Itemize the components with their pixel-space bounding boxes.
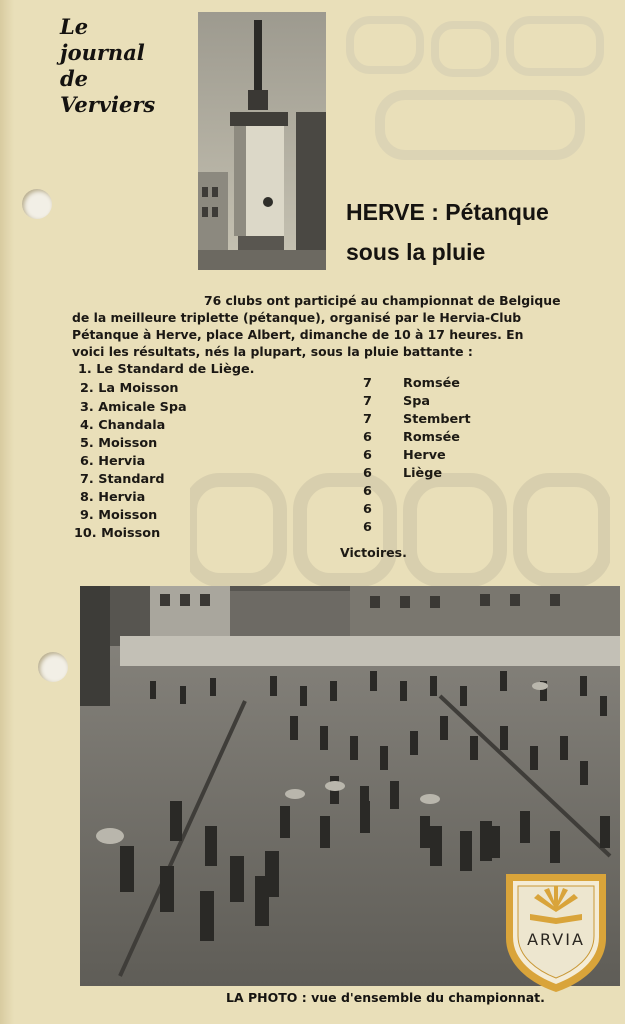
result-wins: 6 (363, 466, 372, 481)
result-club: Le Standard de Liège. (96, 362, 255, 377)
result-row (80, 508, 157, 523)
intro-line: voici les résultats, nés la plupart, sous la pluie battante : (72, 344, 473, 359)
result-club: Moisson (98, 508, 158, 523)
masthead-line: Le (60, 14, 89, 39)
bleed-through-shapes (340, 0, 620, 200)
result-city: Romsée (403, 376, 460, 391)
result-row (74, 526, 160, 541)
result-wins: 6 (363, 502, 372, 517)
result-row (80, 436, 157, 451)
bleed-through-shapes (190, 470, 610, 590)
logo-text: ARVIA (527, 930, 585, 949)
result-row (80, 454, 145, 469)
result-row (80, 400, 187, 415)
page-edge (0, 0, 14, 1024)
intro-line: 76 clubs ont participé au championnat de Belgique (204, 293, 561, 308)
headline (346, 192, 549, 272)
tower-photo-art (198, 12, 326, 270)
result-city: Stembert (403, 412, 471, 427)
result-wins: 6 (363, 484, 372, 499)
masthead (60, 14, 192, 118)
result-city: Liège (403, 466, 443, 481)
result-rank: 6. (80, 454, 94, 469)
result-row (80, 472, 165, 487)
result-rank: 8. (80, 490, 94, 505)
intro-paragraph (72, 292, 610, 360)
photo-caption (226, 990, 545, 1005)
result-rank: 2. (80, 381, 94, 396)
masthead-line: Verviers (60, 92, 156, 117)
masthead-line: de (60, 66, 89, 91)
result-row (80, 381, 179, 396)
result-wins: 6 (363, 448, 372, 463)
result-wins: 7 (363, 376, 372, 391)
masthead-line: journal (60, 40, 145, 65)
result-wins: 6 (363, 520, 372, 535)
result-rank: 4. (80, 418, 94, 433)
result-club: Moisson (98, 436, 158, 451)
punch-hole (22, 189, 52, 219)
result-rank: 3. (80, 400, 94, 415)
arvia-logo (500, 868, 612, 994)
bleed-through-text (340, 0, 620, 200)
victories-label: Victoires. (340, 545, 407, 560)
result-club: Amicale Spa (98, 400, 187, 415)
headline-line: HERVE : Pétanque (346, 199, 549, 225)
result-city: Herve (403, 448, 446, 463)
intro-line: Pétanque à Herve, place Albert, dimanche de 10 à 17 heures. En (72, 327, 524, 342)
caption-lead: LA PHOTO (226, 990, 298, 1005)
result-rank: 5. (80, 436, 94, 451)
result-club: La Moisson (98, 381, 179, 396)
result-club: Hervia (98, 490, 146, 505)
headline-line: sous la pluie (346, 239, 486, 265)
result-wins: 6 (363, 430, 372, 445)
result-club: Hervia (98, 454, 146, 469)
result-row (80, 418, 165, 433)
result-city: Spa (403, 394, 431, 409)
result-club: Chandala (98, 418, 166, 433)
result-row (80, 490, 145, 505)
result-wins: 7 (363, 412, 372, 427)
result-wins: 7 (363, 394, 372, 409)
result-club: Moisson (101, 526, 161, 541)
result-rank: 10. (74, 526, 97, 541)
result-city: Romsée (403, 430, 460, 445)
tower-photo (198, 12, 326, 270)
result-rank: 9. (80, 508, 94, 523)
result-rank: 1. (78, 362, 92, 377)
result-rank: 7. (80, 472, 94, 487)
result-row (78, 362, 255, 377)
result-club: Standard (98, 472, 165, 487)
punch-hole (38, 652, 68, 682)
caption-text: : vue d'ensemble du championnat. (297, 990, 545, 1005)
bleed-through-letters (190, 470, 610, 590)
intro-line: de la meilleure triplette (pétanque), organisé par le Hervia-Club (72, 310, 522, 325)
